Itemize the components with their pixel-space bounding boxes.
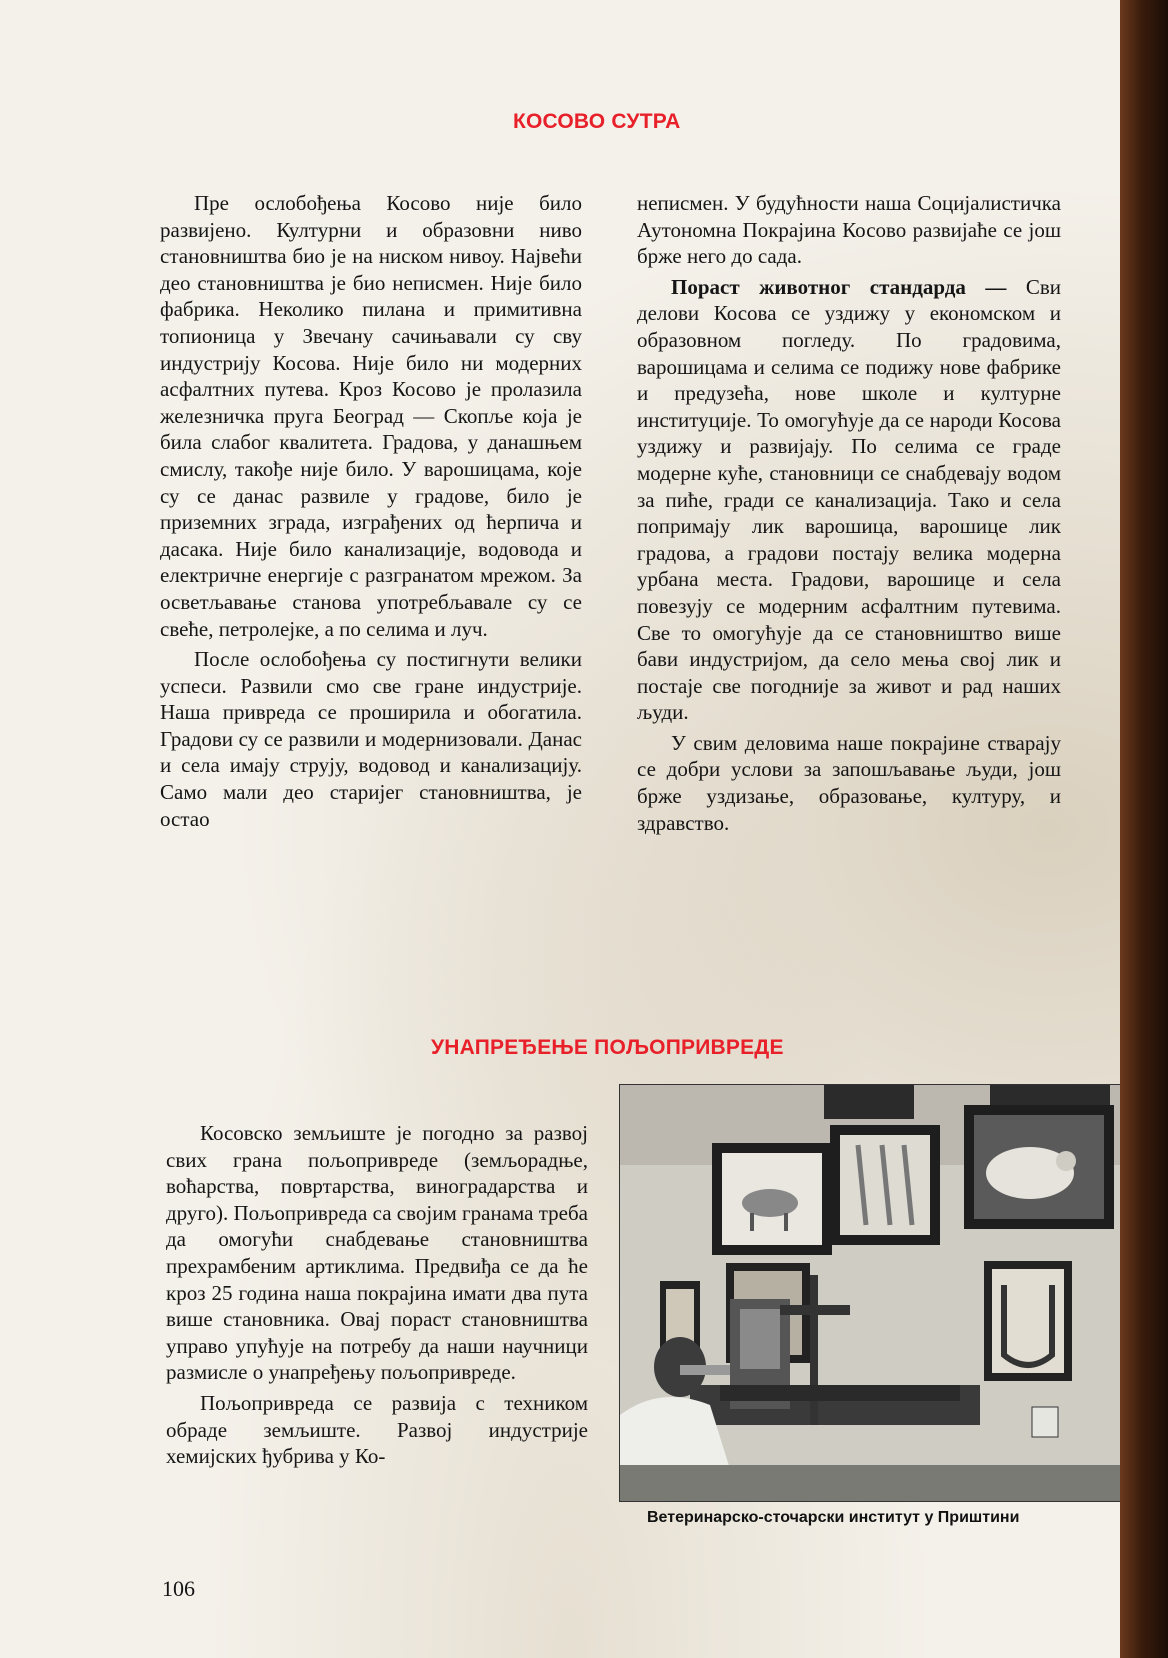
text-column-bottom xyxy=(166,1120,588,1474)
paragraph: Косовско земљиште је погодно за развој свих грана пољопривреде (земљорадње, воћарства, повртарства, виноградарства и друго). Пољопривреда са својим гранама треба да омогући снабдевање становништва прехрамбеним артиклима. Предвиђа се да ће кроз 25 година наша покрајина имати два пута више становника. Овај пораст становништва управо упућује на потребу да наши научници размисле о унапређењу пољопривреде. xyxy=(166,1121,588,1385)
paragraph: Пољопривреда се развија с техником обраде земљиште. Развој индустрије хемијских ђубрива у Ко- xyxy=(166,1390,588,1469)
paragraph: У свим деловима наше покрајине стварају се добри услови за запошљавање људи, још брже уздизање, образовање, културу, и здравство. xyxy=(637,730,1061,835)
paragraph: Пре ослобођења Косово није било развијено. Културни и образовни ниво становништва био је на ниском нивоу. Највећи део становништва је био неписмен. Није било фабрика. Неколико пилана и примитивна топионица у Звечану сачињавали су сву индустрију Косова. Није било ни модерних асфалтних путева. Кроз Косово је пролазила железничка пруга Београд — Скопље која је била слабог квалитета. Градова, у данашњем смислу, такође није било. У варошицама, које су се данас развиле у градове, било је приземних зграда, изграђених од ћерпича и дасака. Није било канализације, водовода и електричне енергије с разгранатом мрежом. За осветљавање станова употребљавале су се свеће, петролејке, а по селима и луч. xyxy=(160,191,582,641)
heading-kosovo-sutra: КОСОВО СУТРА xyxy=(513,110,681,133)
page-number: 106 xyxy=(162,1576,195,1601)
text-column-left xyxy=(160,190,582,836)
photo-illustration-icon xyxy=(620,1085,1126,1501)
book-spine xyxy=(1120,0,1168,1658)
paragraph-text: Сви делови Косова се уздижу у економском и образовном погледу. По градовима, варошицама и селима се подижу нове фабрике и предузећа, нове школе и културне институције. То омогућује да се народи Косова уздижу и развијају. По селима се граде модерне куће, становници се снабдевају водом за пиће, гради се канализација. Тако и села попримају лик варошица, варошице лик градова, а градови постају велика модерна урбана места. Градови, варошице и села повезују се модерним асфалтним путевима. Све то омогућује да се становништво више бави индустријом, да село мења свој лик и постаје све погодније за живот и рад наших људи. xyxy=(637,274,1061,725)
photo-caption: Ветеринарско-сточарски институт у Приштини xyxy=(647,1509,1020,1526)
subheading-living-standard: Пораст животног стандарда — xyxy=(671,274,1007,299)
laboratory-photo xyxy=(619,1084,1127,1502)
text-column-right xyxy=(637,190,1061,840)
paragraph: После ослобођења су постигнути велики успеси. Развили смо све гране индустрије. Наша привреда се проширила и обогатила. Градови су се развили и модернизовали. Данас и села имају струју, водовод и канализацију. Само мали део старијег становништва, је остао xyxy=(160,647,582,831)
paragraph: неписмен. У будућности наша Социјалистичка Аутономна Покрајина Косово развијаће се још брже него до сада. xyxy=(637,191,1061,269)
heading-agriculture: УНАПРЕЂЕЊЕ ПОЉОПРИВРЕДЕ xyxy=(431,1036,784,1059)
paragraph xyxy=(637,274,1061,726)
